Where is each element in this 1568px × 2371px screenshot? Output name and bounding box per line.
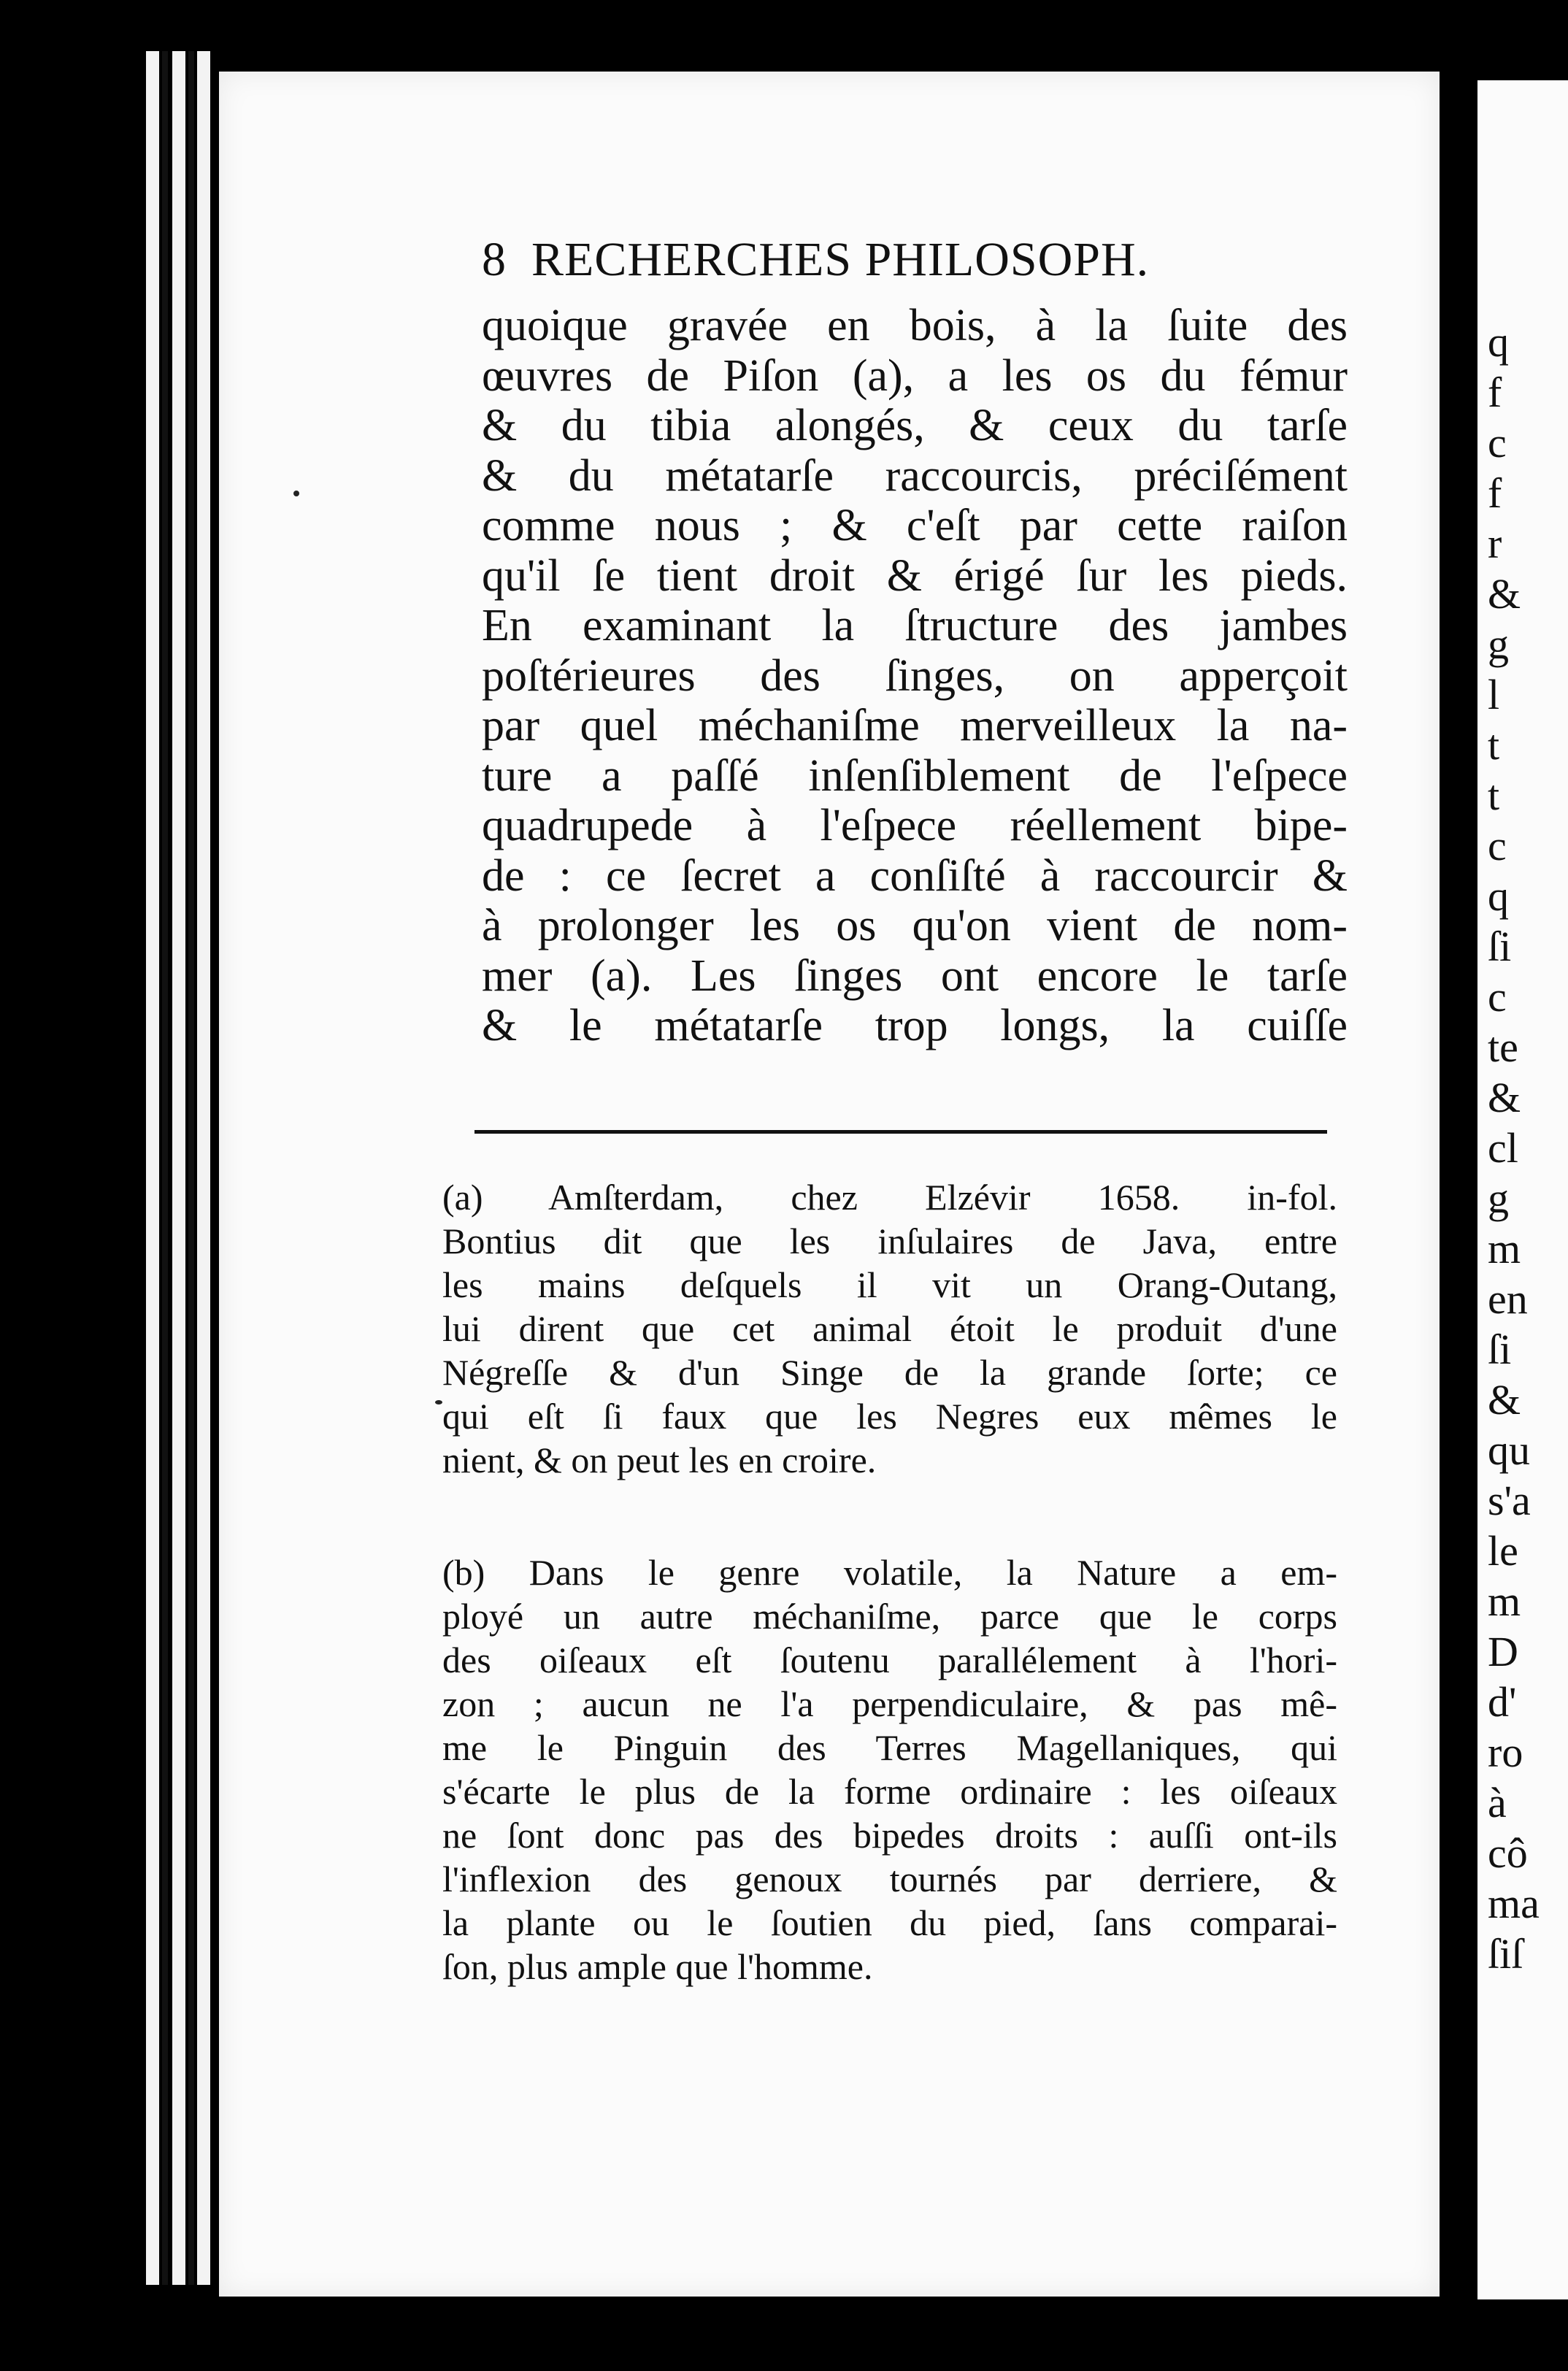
facing-page-fragment: q <box>1488 318 1509 366</box>
book-edge-strip <box>197 51 210 2285</box>
footnote-b-line: s'écarte le plus de la forme ordinaire : les oiſeaux <box>442 1771 1337 1812</box>
body-text-line: & le métatarſe trop longs, la cuiſſe <box>482 1001 1348 1050</box>
facing-page-fragment: m <box>1488 1578 1521 1625</box>
running-title: RECHERCHES PHILOSOPH. <box>531 233 1150 286</box>
facing-page-fragment: cl <box>1488 1124 1518 1172</box>
body-text-line: comme nous ; & c'eſt par cette raiſon <box>482 501 1348 550</box>
footnote-a-line: les mains deſquels il vit un Orang-Outang, <box>442 1264 1337 1305</box>
body-text-line: quadrupede à l'eſpece réellement bipe- <box>482 801 1348 850</box>
body-text-line: En examinant la ſtructure des jambes <box>482 601 1348 650</box>
facing-page-fragment: ro <box>1488 1729 1523 1776</box>
footnote-b-line: ployé un autre méchaniſme, parce que le corps <box>442 1596 1337 1637</box>
facing-page-fragment: c <box>1488 822 1507 869</box>
footnote-b-line: zon ; aucun ne l'a perpendiculaire, & pas mê- <box>442 1683 1337 1724</box>
facing-page-fragment: le <box>1488 1527 1518 1575</box>
facing-page-fragment: d' <box>1488 1678 1517 1726</box>
book-edge-shadow <box>188 51 194 2285</box>
facing-page-fragment: ſiſ <box>1488 1930 1523 1978</box>
facing-page-fragment: & <box>1488 570 1521 618</box>
facing-page-fragment: r <box>1488 520 1502 567</box>
footnote-b-line: ſon, plus ample que l'homme. <box>442 1946 873 1987</box>
facing-page-fragment: & <box>1488 1376 1521 1423</box>
footnote-a-line: Négreſſe & d'un Singe de la grande ſorte; ce <box>442 1352 1337 1393</box>
body-text-line: œuvres de Piſon (a), a les os du fémur <box>482 350 1348 401</box>
facing-page-fragment: D <box>1488 1628 1518 1675</box>
body-text-line: ture a paſſé inſenſiblement de l'eſpece <box>482 750 1348 801</box>
page-number: 8 <box>482 233 507 286</box>
body-text-line: de : ce ſecret a conſiſté à raccourcir & <box>482 850 1348 901</box>
facing-page-fragment: ma <box>1488 1880 1540 1927</box>
facing-page-fragment: te <box>1488 1023 1518 1071</box>
facing-page-fragment: g <box>1488 620 1509 668</box>
footnote-a-line: (a) Amſterdam, chez Elzévir 1658. in-fol. <box>442 1177 1337 1218</box>
facing-page-fragment: t <box>1488 721 1500 769</box>
body-text-line: quoique gravée en bois, à la ſuite des <box>482 301 1348 350</box>
body-text-line: & du tibia alongés, & ceux du tarſe <box>482 401 1348 450</box>
facing-page-fragment: f <box>1488 469 1502 517</box>
body-text-line: à prolonger les os qu'on vient de nom- <box>482 901 1348 950</box>
body-text-line: & du métatarſe raccourcis, préciſément <box>482 450 1348 501</box>
footnote-rule <box>474 1130 1327 1134</box>
book-edge-shadow <box>162 51 168 2285</box>
body-text-line: mer (a). Les ſinges ont encore le tarſe <box>482 950 1348 1001</box>
body-text-line: poſtérieures des ſinges, on apperçoit <box>482 650 1348 701</box>
book-edge-strip <box>172 51 185 2285</box>
footnote-b-line: me le Pinguin des Terres Magellaniques, qui <box>442 1727 1337 1768</box>
footnote-b-line: des oiſeaux eſt ſoutenu parallélement à l'hori- <box>442 1640 1337 1680</box>
footnote-b-line: la plante ou le ſoutien du pied, ſans comparai- <box>442 1902 1337 1943</box>
facing-page-fragment: q <box>1488 872 1509 920</box>
facing-page-fragment: f <box>1488 369 1502 416</box>
book-edge-strip <box>146 51 159 2285</box>
facing-page-fragment: & <box>1488 1074 1521 1121</box>
footnote-b-line: ne ſont donc pas des bipedes droits : auſſi ont-ils <box>442 1815 1337 1856</box>
facing-page-fragment: l <box>1488 671 1500 718</box>
facing-page-fragment: c <box>1488 419 1507 466</box>
running-head <box>482 232 1329 288</box>
facing-page-fragment: ſi <box>1488 923 1512 970</box>
facing-page-fragment: s'a <box>1488 1477 1531 1524</box>
facing-page-fragment: qu <box>1488 1426 1530 1474</box>
ink-speck <box>293 491 299 496</box>
facing-page <box>1477 80 1568 2299</box>
facing-page-fragment: t <box>1488 772 1500 819</box>
facing-page-fragment: m <box>1488 1225 1521 1272</box>
footnote-a-line: nient, & on peut les en croire. <box>442 1440 877 1480</box>
footnote-a-line: lui dirent que cet animal étoit le produit d'une <box>442 1308 1337 1349</box>
ink-speck <box>435 1400 442 1404</box>
footnote-b-line: (b) Dans le genre volatile, la Nature a em- <box>442 1552 1337 1593</box>
footnote-b-line: l'inflexion des genoux tournés par derriere, & <box>442 1859 1337 1899</box>
footnote-a-line: qui eſt ſi faux que les Negres eux mêmes le <box>442 1396 1337 1437</box>
facing-page-fragment: à <box>1488 1779 1507 1826</box>
footnote-a-line: Bontius dit que les inſulaires de Java, entre <box>442 1221 1337 1261</box>
facing-page-fragment: ſi <box>1488 1326 1512 1373</box>
facing-page-fragment: g <box>1488 1175 1509 1222</box>
facing-page-fragment: c <box>1488 973 1507 1021</box>
body-text-line: par quel méchaniſme merveilleux la na- <box>482 701 1348 750</box>
facing-page-fragment: en <box>1488 1275 1528 1323</box>
facing-page-fragment: cô <box>1488 1829 1528 1877</box>
body-text-line: qu'il ſe tient droit & érigé ſur les pieds. <box>482 550 1348 601</box>
